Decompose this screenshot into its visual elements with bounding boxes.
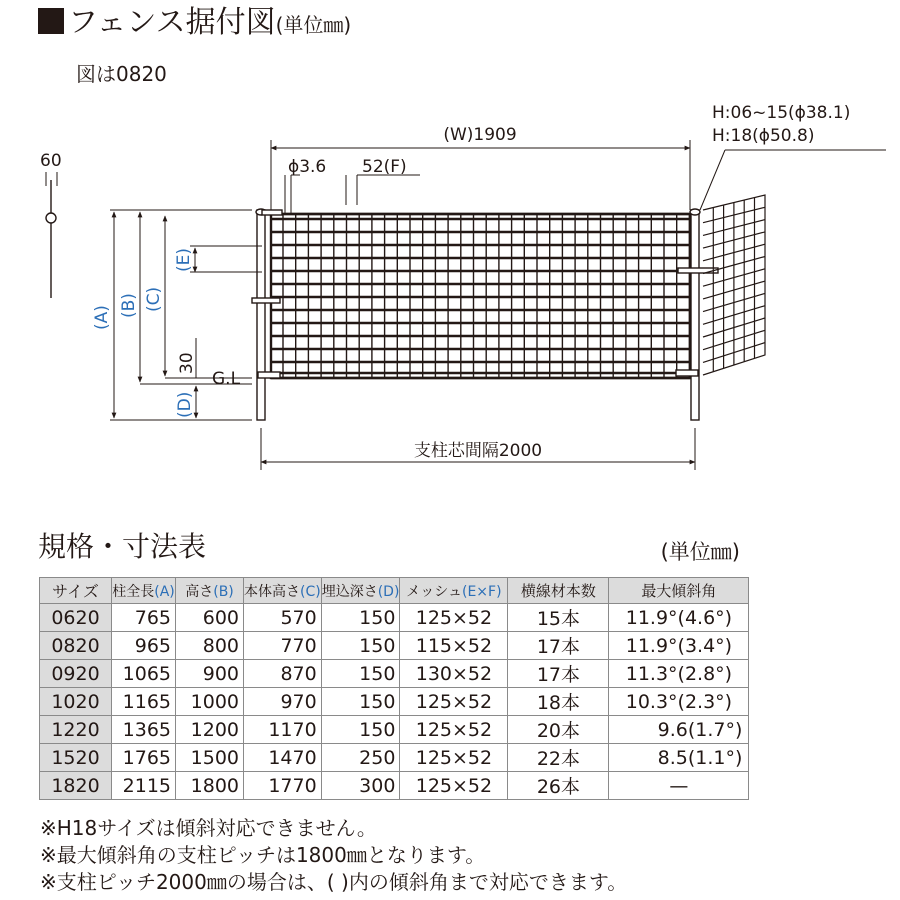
table-cell: 11.9°(4.6°)	[609, 604, 749, 632]
header-code: (E×F)	[462, 583, 502, 600]
table-header-cell	[321, 578, 400, 604]
drawing-title-text: フェンス据付図	[68, 5, 276, 40]
table-cell: 11.3°(2.8°)	[609, 660, 749, 688]
drawing-caption: 図は0820	[76, 62, 167, 86]
table-cell: 11.9°(3.4°)	[609, 632, 749, 660]
table-row	[40, 604, 749, 632]
table-header-cell	[176, 578, 244, 604]
ground-level-label: G.L	[212, 369, 241, 389]
table-row	[40, 660, 749, 688]
table-header-row	[40, 578, 749, 604]
table-cell: 22本	[508, 744, 609, 772]
header-text: 最大傾斜角	[641, 582, 717, 600]
table-cell: 765	[112, 604, 176, 632]
note-1: ※H18サイズは傾斜対応できません。	[40, 816, 377, 840]
table-cell: 17本	[508, 632, 609, 660]
table-cell: 20本	[508, 716, 609, 744]
table-header-cell	[400, 578, 508, 604]
table-cell: 1765	[112, 744, 176, 772]
table-cell: 1170	[244, 716, 322, 744]
dimension-a-label: (A)	[92, 305, 112, 330]
note-2: ※最大傾斜角の支柱ピッチは1800㎜となります。	[40, 843, 486, 867]
header-text: 高さ	[185, 583, 214, 600]
table-cell: 1065	[112, 660, 176, 688]
header-text: 本体高さ	[244, 583, 300, 600]
table-cell: 125×52	[400, 604, 508, 632]
table-cell: 1820	[40, 772, 112, 800]
table-cell: 10.3°(2.3°)	[609, 688, 749, 716]
table-cell: 900	[176, 660, 244, 688]
left-post	[252, 209, 282, 420]
right-post	[676, 209, 718, 420]
table-cell: 300	[321, 772, 400, 800]
table-cell: 1200	[176, 716, 244, 744]
table-cell: 2115	[112, 772, 176, 800]
side-view	[46, 172, 57, 298]
table-cell: 600	[176, 604, 244, 632]
dimension-30-label: 30	[177, 352, 197, 374]
header-code: (D)	[377, 583, 400, 600]
header-code: (C)	[300, 583, 321, 600]
dimension-e-label: (E)	[174, 247, 194, 272]
header-text: 埋込深さ	[321, 583, 378, 600]
table-cell: 1000	[176, 688, 244, 716]
table-cell: 1220	[40, 716, 112, 744]
table-header-cell	[609, 578, 749, 604]
post-spacing-label: 支柱芯間隔2000	[413, 441, 543, 461]
table-cell: 1365	[112, 716, 176, 744]
table-cell: 1165	[112, 688, 176, 716]
table-cell: 150	[321, 716, 400, 744]
table-cell: 125×52	[400, 744, 508, 772]
table-cell: 26本	[508, 772, 609, 800]
table-cell: 15本	[508, 604, 609, 632]
note-3: ※支柱ピッチ2000㎜の場合は、( )内の傾斜角まで対応できます。	[40, 870, 628, 894]
table-row	[40, 632, 749, 660]
table-cell: 870	[244, 660, 322, 688]
table-cell: 8.5(1.1°)	[609, 744, 749, 772]
table-cell: 965	[112, 632, 176, 660]
table-row	[40, 688, 749, 716]
table-cell: 1020	[40, 688, 112, 716]
table-cell: 125×52	[400, 688, 508, 716]
dimension-d-label: (D)	[175, 391, 195, 418]
dimension-b-label: (B)	[119, 293, 139, 318]
table-cell: 125×52	[400, 716, 508, 744]
table-row	[40, 744, 749, 772]
spec-table	[39, 577, 749, 800]
table-row	[40, 772, 749, 800]
table-cell: 1500	[176, 744, 244, 772]
pitch-label: 52(F)	[362, 157, 407, 177]
adjacent-sloped-panel	[703, 195, 765, 375]
table-cell: 150	[321, 632, 400, 660]
table-cell: 800	[176, 632, 244, 660]
header-text: サイズ	[52, 582, 99, 601]
header-text: 横線材本数	[520, 582, 596, 600]
table-header-cell	[112, 578, 176, 604]
header-code: (A)	[154, 583, 175, 600]
table-cell: 970	[244, 688, 322, 716]
table-cell: 0820	[40, 632, 112, 660]
table-cell: 150	[321, 660, 400, 688]
side-width-label: 60	[40, 151, 62, 171]
table-cell: 0620	[40, 604, 112, 632]
header-code: (B)	[213, 583, 234, 600]
table-cell: 125×52	[400, 772, 508, 800]
table-header-cell	[40, 578, 112, 604]
table-cell: 115×52	[400, 632, 508, 660]
width-dimension-label: (W)1909	[443, 125, 517, 145]
spec-table-title: 規格・寸法表	[38, 530, 207, 563]
table-cell: 17本	[508, 660, 609, 688]
table-cell: 1470	[244, 744, 322, 772]
table-cell: 1770	[244, 772, 322, 800]
mesh-panel	[271, 214, 690, 378]
table-row	[40, 716, 749, 744]
header-text: メッシュ	[406, 583, 462, 600]
wire-diameter-label: ϕ3.6	[288, 157, 327, 177]
table-cell: 1520	[40, 744, 112, 772]
table-cell: 570	[244, 604, 322, 632]
table-cell: 18本	[508, 688, 609, 716]
table-cell: 150	[321, 688, 400, 716]
table-cell: 130×52	[400, 660, 508, 688]
drawing-unit-label: (単位㎜)	[275, 13, 352, 37]
table-cell: 250	[321, 744, 400, 772]
dimension-c-label: (C)	[144, 286, 164, 312]
table-cell: 9.6(1.7°)	[609, 716, 749, 744]
table-cell: 150	[321, 604, 400, 632]
table-cell: 770	[244, 632, 322, 660]
table-header-cell	[508, 578, 609, 604]
table-header-cell	[244, 578, 322, 604]
header-text: 柱全長	[112, 583, 155, 600]
table-cell: 1800	[176, 772, 244, 800]
post-spec-label-1: H:06~15(ϕ38.1)	[712, 103, 851, 123]
table-cell: 0920	[40, 660, 112, 688]
spec-table-unit: (単位㎜)	[660, 540, 740, 564]
table-cell: —	[609, 772, 749, 800]
post-spec-label-2: H:18(ϕ50.8)	[712, 126, 815, 146]
